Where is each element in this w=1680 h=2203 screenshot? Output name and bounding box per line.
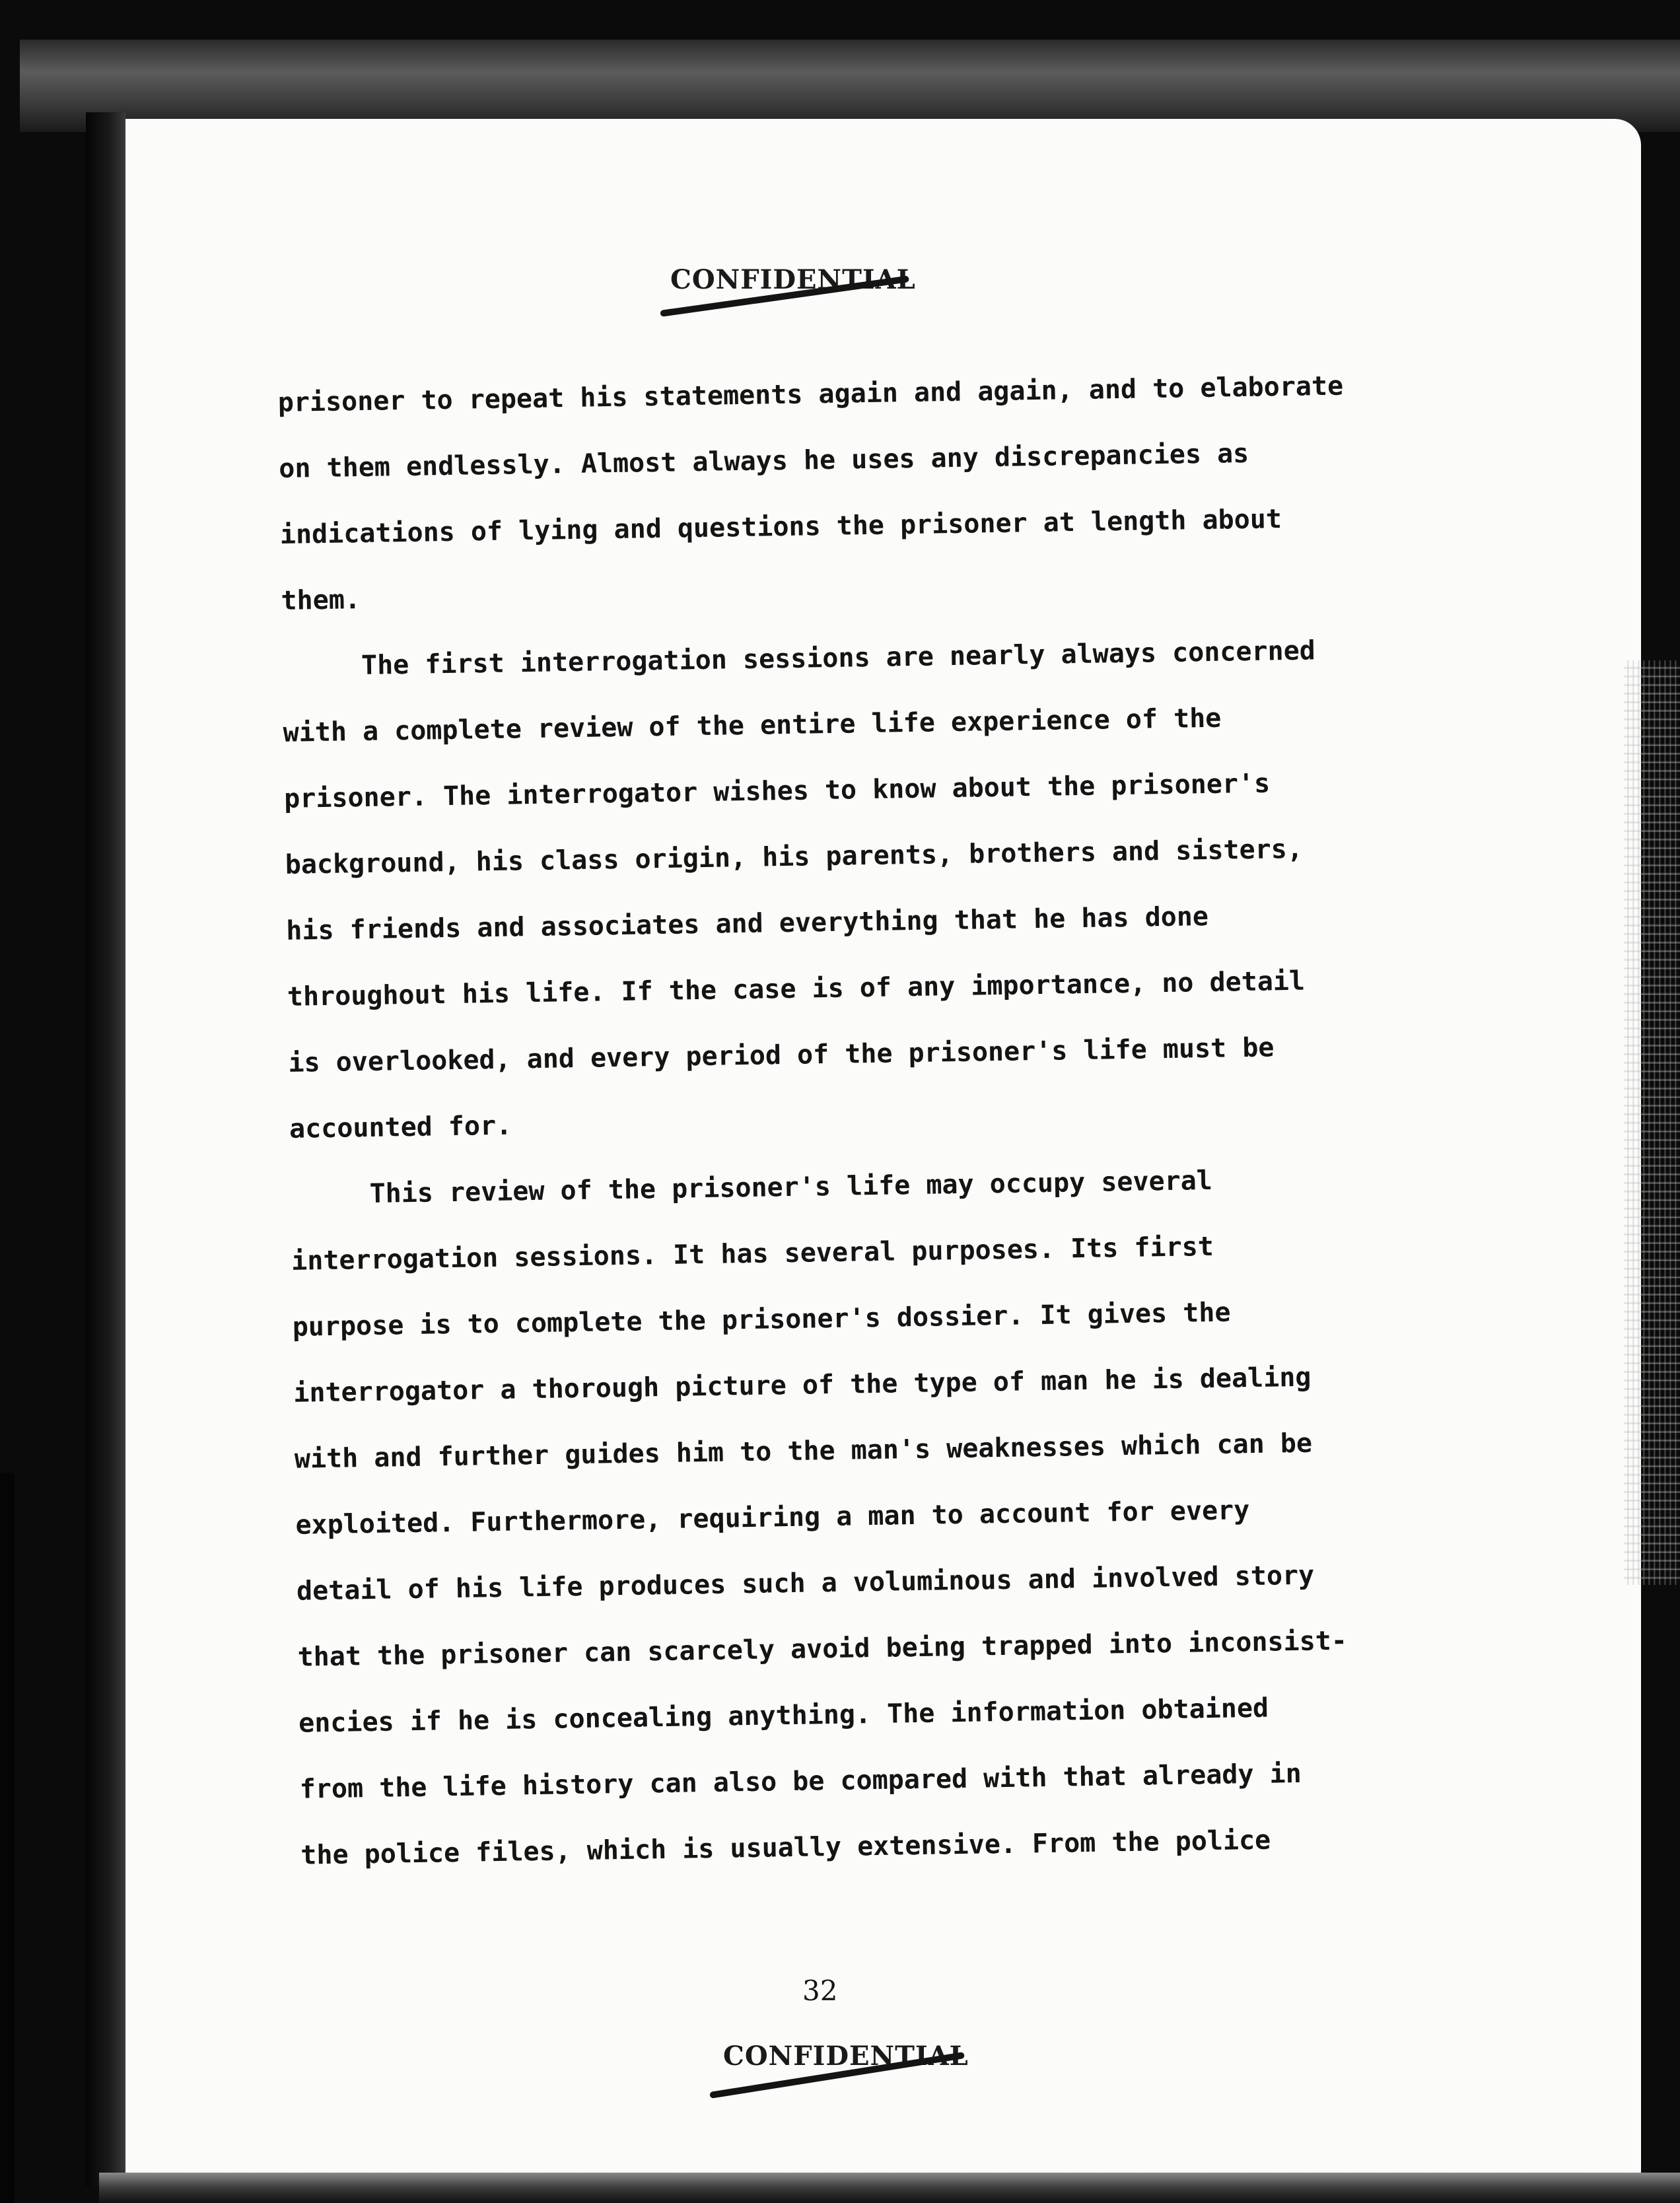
classification-stamp-top: CONFIDENTIAL [670, 264, 916, 295]
text-line: throughout his life. If the case is of any importance, no detail [287, 965, 1306, 1012]
text-line: the police files, which is usually extensive. From the police [300, 1825, 1271, 1871]
text-line: them. [281, 584, 361, 616]
text-line: interrogation sessions. It has several purposes. Its first [291, 1231, 1214, 1276]
text-line: purpose is to complete the prisoner's dossier. It gives the [292, 1297, 1231, 1343]
paragraph-start-line: The first interrogation sessions are nearly always concerned [361, 635, 1316, 682]
text-line: that the prisoner can scarcely avoid being trapped into inconsist- [297, 1625, 1348, 1673]
text-line: with and further guides him to the man's weaknesses which can be [294, 1428, 1313, 1475]
text-line: prisoner to repeat his statements again and again, and to elaborate [277, 370, 1344, 418]
text-line: accounted for. [289, 1110, 512, 1144]
text-line: prisoner. The interrogator wishes to know about the prisoner's [283, 768, 1271, 814]
text-line: on them endlessly. Almost always he uses any discrepancies as [278, 438, 1249, 484]
text-line: interrogator a thorough picture of the type of man he is dealing [293, 1362, 1312, 1409]
text-line: exploited. Furthermore, requiring a man to account for every [295, 1495, 1250, 1541]
bottom-scan-edge [99, 2173, 1680, 2203]
body-text [277, 352, 1450, 1889]
text-line: is overlooked, and every period of the prisoner's life must be [288, 1032, 1275, 1078]
text-line: his friends and associates and everything that he has done [285, 901, 1209, 946]
classification-stamp-bottom: CONFIDENTIAL [723, 2041, 969, 2072]
page-number: 32 [802, 1975, 838, 2007]
scanner-band [20, 40, 1680, 132]
binding-edge [86, 112, 125, 2186]
paragraph-start-line: This review of the prisoner's life may occupy several [369, 1165, 1213, 1209]
text-line: with a complete review of the entire life experience of the [283, 703, 1222, 748]
text-line: from the life history can also be compared with that already in [299, 1758, 1302, 1805]
text-line: indications of lying and questions the prisoner at length about [279, 504, 1282, 550]
text-line: encies if he is concealing anything. The information obtained [298, 1693, 1269, 1739]
scan-noise [1624, 660, 1680, 1585]
text-line: detail of his life produces such a voluminous and involved story [296, 1560, 1315, 1607]
text-line: background, his class origin, his parents, brothers and sisters, [285, 833, 1304, 880]
scan-edge-shadow [0, 1473, 15, 2203]
